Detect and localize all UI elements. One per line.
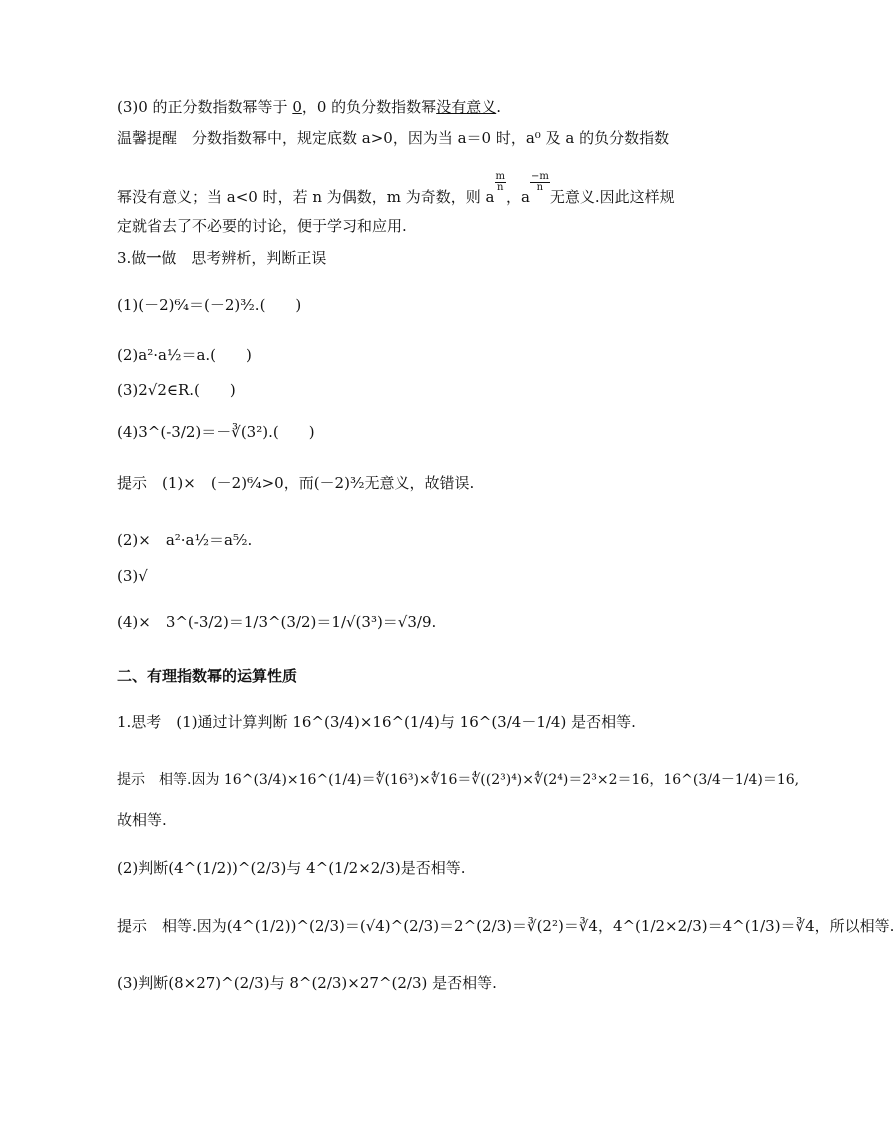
tip-line-1 xyxy=(117,128,669,148)
tip-line-3: 定就省去了不必要的讨论，便于学习和应用. xyxy=(117,217,407,235)
tip-title: 温馨提醒 xyxy=(117,129,178,147)
question-3: (3)2√2∈R.( ) xyxy=(117,381,236,399)
think-3: (3)判断(8×27)^(2/3)与 8^(2/3)×27^(2/3) 是否相等. xyxy=(117,974,497,992)
hint-3: (3)√ xyxy=(117,567,148,585)
text: 3.做 xyxy=(117,249,147,267)
hint-2: (2)× a²·a½＝a⁵⁄₂. xyxy=(117,531,253,549)
question-4: (4)3^(-3/2)＝－∛(3²).( ) xyxy=(117,423,315,441)
underlined-blank: 0 xyxy=(292,98,302,116)
text: (3)0 的正分数指数幂等于 xyxy=(117,98,293,116)
underlined-blank: 没有意义 xyxy=(436,98,497,116)
hint-1: 提示 (1)× (－2)⁶⁄₄>0，而(－2)³⁄₂无意义，故错误. xyxy=(117,474,475,492)
exp-neg-m-n: $\frac{-m}{n}$ xyxy=(530,171,549,193)
text-bold: 一 xyxy=(146,249,162,267)
think-2: (2)判断(4^(1/2))^(2/3)与 4^(1/2×2/3)是否相等. xyxy=(117,859,466,877)
exp-m-n: $\frac{m}{n}$ xyxy=(495,171,505,193)
text: 幂没有意义；当 a<0 时，若 n 为偶数，m 为奇数，则 a xyxy=(117,188,495,206)
hint-4: (4)× 3^(-3/2)＝1/3^(3/2)＝1/√(3³)＝√3/9. xyxy=(117,613,437,631)
think-2-hint: 提示 相等.因为(4^(1/2))^(2/3)＝(√4)^(2/3)＝2^(2/3)＝∛(2²)＝∛4，4^(1/2×2/3)＝4^(1/3)＝∛4，所以相等. xyxy=(117,917,894,935)
section-2-heading: 二、有理指数幂的运算性质 xyxy=(117,667,298,685)
text: . xyxy=(496,98,501,116)
think-1-hint: 提示 相等.因为 16^(3/4)×16^(1/4)＝∜(16³)×∜16＝∜((2³)⁴)×∜(2⁴)＝2³×2＝16，16^(3/4－1/4)＝16, xyxy=(117,772,800,788)
text: 分数指数幂中，规定底数 a>0，因为当 a＝0 时，a⁰ 及 a 的负分数指数 xyxy=(177,129,670,147)
do-heading xyxy=(117,248,326,268)
line-3-zero-power xyxy=(117,97,501,117)
think-1: 1.思考 (1)通过计算判断 16^(3/4)×16^(1/4)与 16^(3/4－1/4) 是否相等. xyxy=(117,713,636,731)
text: ，a xyxy=(505,188,530,206)
question-2: (2)a²·a½＝a.( ) xyxy=(117,346,252,364)
text: 做 思考辨析，判断正误 xyxy=(161,249,327,267)
text: 无意义.因此这样规 xyxy=(549,188,675,206)
text: ，0 的负分数指数幂 xyxy=(301,98,437,116)
question-1: (1)(－2)⁶⁄₄＝(－2)³⁄₂.( ) xyxy=(117,296,302,314)
think-1-hint-cont: 故相等. xyxy=(117,811,167,829)
tip-line-2 xyxy=(117,172,675,207)
